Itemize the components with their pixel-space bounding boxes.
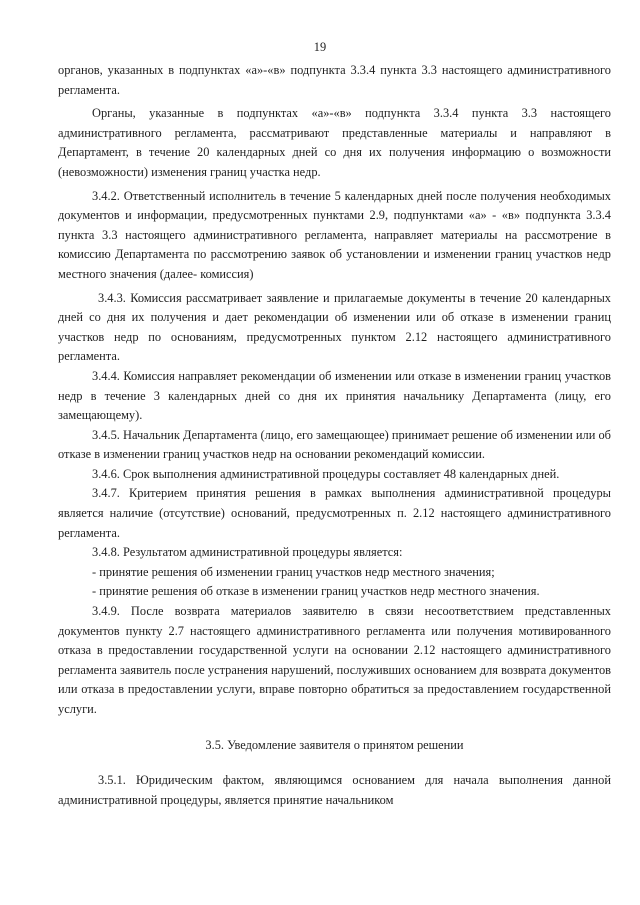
paragraph: 3.4.9. После возврата материалов заявителю в связи несоответствием представленных документов пункту 2.7 настоящего административного регламента или получения мотивированного отказа в предоставлении государственной услуги на основании 2.12 настоящего административного регламента заявитель после устранения нарушений, послуживших основанием для возврата документов или отказа в предоставлении услуги, вправе повторно обратиться за предоставлением государственной услуги. — [58, 604, 611, 716]
paragraph: 3.4.2. Ответственный исполнитель в течение 5 календарных дней после получения необходимых документов и информации, предусмотренных пунктами 2.9, подпунктами «а» - «в» подпункта 3.3.4 пункта 3.3 настоящего административного регламента, направляет материалы на рассмотрение в комиссию Департамента по рассмотрению заявок об установлении и изменении границ участков недр местного значения (далее- комиссия) — [58, 188, 611, 281]
paragraph: 3.4.7. Критерием принятия решения в рамках выполнения административной процедуры является наличие (отсутствие) оснований, предусмотренных п. 2.12 настоящего административного регламента. — [58, 486, 611, 540]
paragraph: 3.4.4. Комиссия направляет рекомендации об изменении или отказе в изменении границ участков недр в течение 3 календарных дней со дня их принятия начальнику Департамента (лицу, его замещающему). — [58, 368, 611, 423]
document-body — [58, 61, 611, 810]
paragraph: 3.4.5. Начальник Департамента (лицо, его замещающее) принимает решение об изменении или об отказе в изменении границ участков недр на основании рекомендаций комиссии. — [58, 427, 611, 462]
section-heading: 3.5. Уведомление заявителя о принятом решении — [205, 737, 464, 752]
page-number: 19 — [313, 40, 327, 54]
paragraph: 3.4.6. Срок выполнения административной процедуры составляет 48 календарных дней. — [92, 466, 560, 481]
paragraph: Органы, указанные в подпунктах «а»-«в» подпункта 3.3.4 пункта 3.3 настоящего административного регламента, рассматривают представленные материалы и направляют в Департамент, в течение 20 календарных дней со дня их получения информацию о возможности (невозможности) изменения границ участка недр. — [58, 106, 611, 179]
paragraph: 3.5.1. Юридическим фактом, являющимся основанием для начала выполнения данной административной процедуры, является принятие начальником — [58, 773, 611, 807]
list-item: - принятие решения об изменении границ участков недр местного значения; — [92, 564, 495, 579]
paragraph: органов, указанных в подпунктах «а»-«в» подпункта 3.3.4 пункта 3.3 настоящего административного регламента. — [58, 63, 611, 97]
list-item: - принятие решения об отказе в изменении границ участков недр местного значения. — [92, 584, 540, 599]
paragraph: 3.4.3. Комиссия рассматривает заявление и прилагаемые документы в течение 20 календарных дней со дня их получения и дает рекомендации об изменении или об отказе в изменении границ участков недр по основаниям, предусмотренных пунктом 2.12 настоящего административного регламента. — [58, 290, 611, 364]
paragraph: 3.4.8. Результатом административной процедуры является: — [92, 545, 403, 560]
